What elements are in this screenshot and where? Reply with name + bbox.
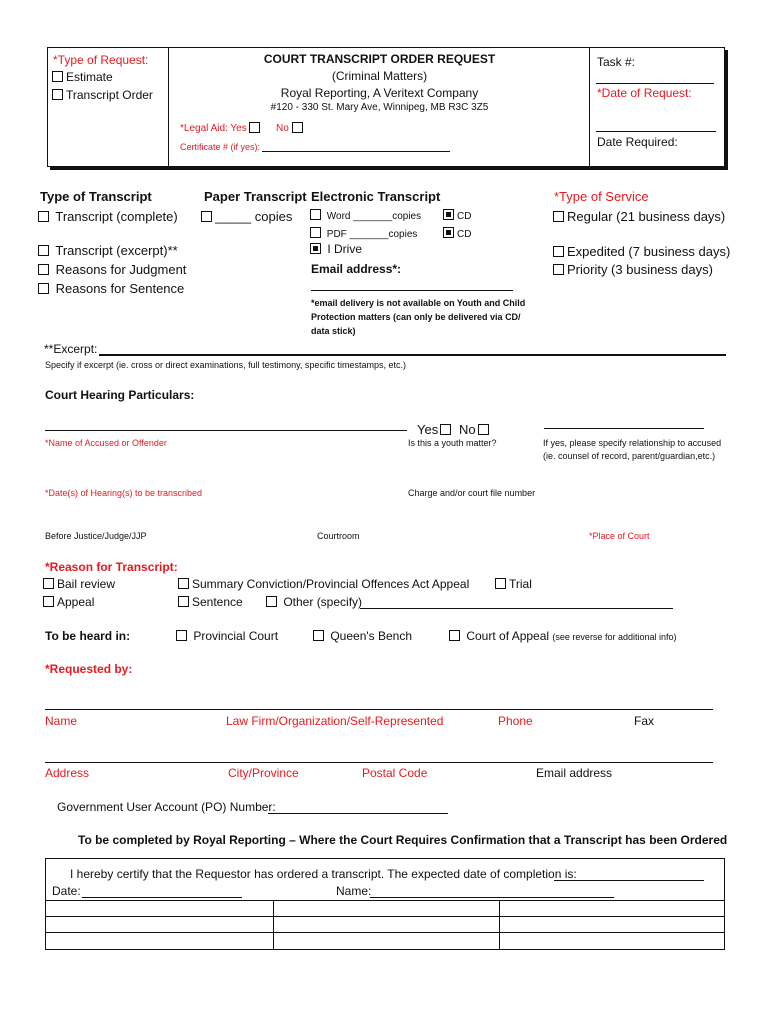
youth-yes-label: Yes [417, 422, 439, 437]
reasons-sentence-checkbox[interactable] [38, 283, 49, 294]
courtroom-label: Courtroom [317, 531, 360, 541]
email-address-label: Email address*: [311, 262, 402, 276]
reasons-judgment-option[interactable] [38, 262, 186, 277]
cd-pdf-checkbox[interactable] [443, 227, 454, 238]
priority-service-checkbox[interactable] [553, 264, 564, 275]
certificate-label: Certificate # (if yes): [180, 142, 261, 152]
transcript-complete-label: Transcript (complete) [55, 209, 178, 224]
header-divider-right [589, 47, 590, 167]
reasons-sentence-label: Reasons for Sentence [55, 281, 185, 296]
excerpt-field[interactable] [99, 354, 726, 356]
cd-word-option[interactable] [443, 209, 471, 222]
reasons-judgment-checkbox[interactable] [38, 264, 49, 275]
relationship-hint-line1: If yes, please specify relationship to accused [543, 438, 722, 448]
summary-conviction-option[interactable] [178, 577, 469, 591]
transcript-excerpt-label: Transcript (excerpt)** [55, 243, 178, 258]
court-of-appeal-option[interactable] [449, 629, 676, 643]
completion-name-field[interactable] [370, 897, 614, 898]
other-option[interactable] [266, 595, 362, 609]
transcript-order-checkbox[interactable] [52, 89, 63, 100]
charge-file-label: Charge and/or court file number [408, 488, 536, 498]
paper-transcript-heading: Paper Transcript [204, 189, 307, 204]
certificate-field[interactable] [262, 151, 450, 152]
youth-yes-checkbox[interactable] [440, 424, 451, 435]
regular-service-option[interactable] [553, 209, 725, 224]
regular-service-label: Regular (21 business days) [567, 209, 726, 224]
court-hearing-heading: Court Hearing Particulars: [45, 388, 195, 402]
queens-bench-label: Queen's Bench [330, 629, 413, 643]
legal-aid-yes-checkbox[interactable] [249, 122, 260, 133]
date-field[interactable] [82, 897, 242, 898]
reasons-sentence-option[interactable] [38, 281, 184, 296]
page-title: COURT TRANSCRIPT ORDER REQUEST [263, 52, 496, 66]
gov-account-field[interactable] [268, 813, 448, 814]
youth-matter-label: Is this a youth matter? [408, 438, 497, 448]
transcript-excerpt-checkbox[interactable] [38, 245, 49, 256]
type-of-request-label: *Type of Request: [53, 53, 149, 67]
requester-email-label: Email address [536, 766, 613, 780]
city-province-label: City/Province [228, 766, 299, 780]
completion-heading: To be completed by Royal Reporting – Where the Court Requires Confirmation that a Transcript has been Ordered [78, 833, 728, 847]
cd-pdf-label: CD [457, 229, 472, 240]
word-checkbox[interactable] [310, 209, 321, 220]
header-box-shadow-bottom [50, 167, 728, 170]
youth-no-label: No [459, 422, 476, 437]
pdf-copies-label: PDF _______copies [326, 229, 418, 240]
transcript-order-label: Transcript Order [66, 88, 153, 102]
idrive-label: I Drive [327, 242, 363, 256]
transcript-complete-option[interactable] [38, 209, 178, 224]
youth-no-option[interactable] [459, 422, 492, 437]
phone-label: Phone [498, 714, 533, 728]
idrive-checkbox[interactable] [310, 243, 321, 254]
cd-word-checkbox[interactable] [443, 209, 454, 220]
legal-aid-no-label: No [276, 123, 289, 134]
regular-service-checkbox[interactable] [553, 211, 564, 222]
date-of-request-label: *Date of Request: [597, 86, 692, 100]
requester-line-2[interactable] [45, 762, 713, 763]
firm-label: Law Firm/Organization/Self-Represented [226, 714, 444, 728]
requested-by-heading: *Requested by: [45, 662, 133, 676]
postal-code-label: Postal Code [362, 766, 428, 780]
appeal-option[interactable] [43, 595, 94, 609]
email-address-field[interactable] [311, 290, 513, 291]
bail-review-checkbox[interactable] [43, 578, 54, 589]
word-copies-option[interactable] [310, 209, 421, 222]
accused-name-field[interactable] [45, 430, 407, 431]
header-box-shadow [725, 50, 728, 170]
heard-in-label: To be heard in: [45, 629, 131, 643]
address-label: Address [45, 766, 90, 780]
task-label: Task #: [597, 55, 636, 69]
trial-option[interactable] [495, 577, 532, 591]
youth-no-checkbox[interactable] [478, 424, 489, 435]
trial-checkbox[interactable] [495, 578, 506, 589]
bail-review-label: Bail review [57, 577, 116, 591]
priority-service-option[interactable] [553, 262, 713, 277]
transcript-order-option[interactable] [52, 88, 153, 102]
other-label: Other (specify) [283, 595, 363, 609]
reasons-judgment-label: Reasons for Judgment [55, 262, 187, 277]
idrive-option[interactable] [310, 242, 362, 256]
legal-aid-label: *Legal Aid: Yes [180, 123, 247, 134]
court-of-appeal-checkbox[interactable] [449, 630, 460, 641]
paper-copies-label: _____ copies [215, 209, 293, 224]
provincial-court-label: Provincial Court [193, 629, 279, 643]
estimate-option[interactable] [52, 70, 113, 84]
appeal-label: Appeal [57, 595, 95, 609]
excerpt-label: **Excerpt: [44, 342, 98, 356]
paper-copies-option[interactable] [201, 209, 292, 224]
fax-label: Fax [634, 714, 655, 728]
relationship-hint-line2: (ie. counsel of record, parent/guardian,etc.) [543, 451, 716, 461]
certify-text: I hereby certify that the Requestor has ordered a transcript. The expected date of completion is: [70, 867, 577, 881]
summary-conviction-label: Summary Conviction/Provincial Offences Act Appeal [192, 577, 470, 591]
estimate-label: Estimate [66, 70, 113, 84]
requester-line-1[interactable] [45, 709, 713, 710]
sentence-label: Sentence [192, 595, 243, 609]
cd-word-label: CD [457, 211, 472, 222]
expedited-service-checkbox[interactable] [553, 246, 564, 257]
electronic-transcript-heading: Electronic Transcript [311, 189, 441, 204]
appeal-checkbox[interactable] [43, 596, 54, 607]
table-row-line-2 [45, 916, 725, 917]
expedited-service-option[interactable] [553, 244, 730, 259]
provincial-court-checkbox[interactable] [176, 630, 187, 641]
transcript-complete-checkbox[interactable] [38, 211, 49, 222]
place-of-court-label: *Place of Court [589, 531, 650, 541]
name-label: Name [45, 714, 78, 728]
reason-heading: *Reason for Transcript: [45, 560, 178, 574]
company-name: Royal Reporting, A Veritext Company [280, 86, 479, 100]
other-checkbox[interactable] [266, 596, 277, 607]
type-of-service-heading: *Type of Service [554, 189, 649, 204]
name-field-label: Name: [336, 884, 372, 898]
estimate-checkbox[interactable] [52, 71, 63, 82]
page-subtitle: (Criminal Matters) [331, 69, 428, 83]
sentence-option[interactable] [178, 595, 243, 609]
queens-bench-option[interactable] [313, 629, 412, 643]
court-of-appeal-note: (see reverse for additional info) [552, 632, 677, 642]
other-specify-field[interactable] [360, 608, 673, 609]
relationship-field[interactable] [544, 428, 704, 429]
pdf-checkbox[interactable] [310, 227, 321, 238]
expedited-service-label: Expedited (7 business days) [567, 244, 731, 259]
task-field[interactable] [596, 83, 714, 84]
company-address: #120 - 330 St. Mary Ave, Winnipeg, MB R3C 3Z5 [270, 102, 489, 113]
excerpt-hint: Specify if excerpt (ie. cross or direct examinations, full testimony, specific timestamps, etc.) [45, 360, 406, 370]
queens-bench-checkbox[interactable] [313, 630, 324, 641]
hearing-dates-label: *Date(s) of Hearing(s) to be transcribed [45, 488, 203, 498]
email-note-line1: *email delivery is not available on Youth and Child [311, 298, 526, 308]
bail-review-option[interactable] [43, 577, 115, 591]
table-row-line-3 [45, 932, 725, 933]
youth-yes-option[interactable] [417, 422, 454, 437]
completion-date-field[interactable] [554, 880, 704, 881]
paper-copies-checkbox[interactable] [201, 211, 212, 222]
court-of-appeal-label: Court of Appeal [466, 629, 550, 643]
table-col-line-2 [499, 900, 500, 950]
email-note-line3: data stick) [311, 326, 356, 336]
word-copies-label: Word _______copies [326, 211, 422, 222]
sentence-checkbox[interactable] [178, 596, 189, 607]
table-row-line-1 [45, 900, 725, 901]
provincial-court-option[interactable] [176, 629, 278, 643]
justice-label: Before Justice/Judge/JJP [45, 531, 147, 541]
accused-name-label: *Name of Accused or Offender [45, 438, 167, 448]
email-note-line2: Protection matters (can only be delivered via CD/ [311, 312, 521, 322]
summary-conviction-checkbox[interactable] [178, 578, 189, 589]
header-divider-left [168, 47, 169, 167]
pdf-copies-option[interactable] [310, 227, 417, 240]
table-col-line-1 [273, 900, 274, 950]
legal-aid-no-checkbox[interactable] [292, 122, 303, 133]
date-required-field[interactable] [596, 131, 716, 132]
priority-service-label: Priority (3 business days) [567, 262, 713, 277]
date-required-label: Date Required: [597, 135, 678, 149]
cd-pdf-option[interactable] [443, 227, 471, 240]
trial-label: Trial [509, 577, 532, 591]
transcript-excerpt-option[interactable] [38, 243, 178, 258]
gov-account-label: Government User Account (PO) Number: [57, 800, 276, 814]
type-of-transcript-heading: Type of Transcript [40, 189, 152, 204]
date-label: Date: [52, 884, 81, 898]
